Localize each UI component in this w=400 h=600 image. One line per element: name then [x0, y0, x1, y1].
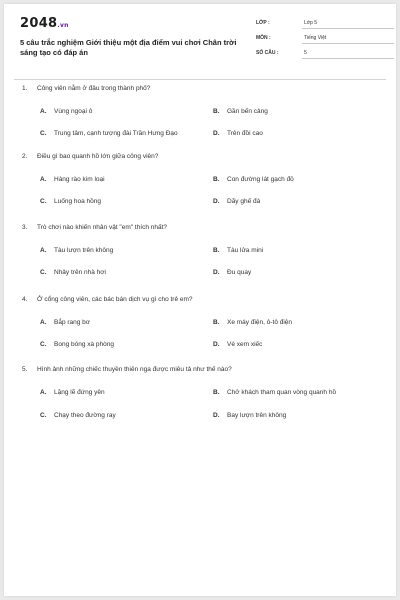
option-letter: B.: [213, 247, 220, 254]
option-c[interactable]: [40, 341, 114, 348]
meta-value: Tiếng Việt: [304, 35, 327, 41]
question-item: [22, 85, 382, 137]
option-text: Đu quay: [227, 269, 252, 276]
option-c[interactable]: [40, 130, 178, 137]
option-a[interactable]: [40, 247, 113, 254]
option-text: Bay lượn trên không: [227, 412, 287, 419]
meta-underline: [302, 28, 394, 29]
option-c[interactable]: [40, 412, 116, 419]
option-text: Hàng rào kim loại: [54, 176, 105, 183]
option-letter: A.: [40, 319, 47, 326]
option-letter: D.: [213, 130, 220, 137]
question-number: 1.: [22, 85, 28, 92]
question-stem: Trò chơi nào khiến nhân vật "em" thích nhất?: [37, 224, 168, 231]
meta-row-subject: [256, 31, 394, 44]
option-text: Chở khách tham quan vòng quanh hồ: [227, 389, 337, 396]
option-text: Trên đồi cao: [227, 130, 263, 137]
option-c[interactable]: [40, 198, 101, 205]
option-letter: C.: [40, 341, 47, 348]
option-letter: D.: [213, 412, 220, 419]
meta-label: LỚP :: [256, 20, 270, 26]
option-a[interactable]: [40, 108, 92, 115]
question-number: 4.: [22, 296, 28, 303]
option-text: Trung tâm, cạnh tượng đài Trần Hưng Đạo: [54, 130, 178, 137]
question-item: [22, 153, 382, 205]
option-text: Luống hoa hồng: [54, 198, 101, 205]
option-b[interactable]: [213, 176, 294, 183]
worksheet-page: [4, 4, 396, 596]
option-letter: D.: [213, 341, 220, 348]
logo-main: 2048: [20, 16, 58, 31]
option-text: Tàu lượn trên không: [54, 247, 114, 254]
option-b[interactable]: [213, 319, 292, 326]
option-c[interactable]: [40, 269, 106, 276]
meta-label: SỐ CÂU :: [256, 50, 279, 56]
meta-value: 5: [304, 50, 307, 56]
option-letter: A.: [40, 389, 47, 396]
header-divider: [14, 79, 386, 80]
option-text: Dãy ghế đá: [227, 198, 261, 205]
question-item: [22, 224, 382, 276]
meta-label: MÔN :: [256, 35, 271, 41]
meta-underline: [302, 43, 394, 44]
option-letter: C.: [40, 198, 47, 205]
question-stem: Điều gì bao quanh hồ lớn giữa công viên?: [37, 153, 159, 160]
option-a[interactable]: [40, 389, 105, 396]
option-d[interactable]: [213, 341, 262, 348]
option-letter: C.: [40, 130, 47, 137]
option-text: Vùng ngoại ô: [54, 108, 93, 115]
question-stem: Công viên nằm ở đâu trong thành phố?: [37, 85, 151, 92]
option-letter: B.: [213, 389, 220, 396]
option-letter: B.: [213, 319, 220, 326]
option-letter: B.: [213, 108, 220, 115]
question-number: 2.: [22, 153, 28, 160]
option-text: Vé xem xiếc: [227, 341, 263, 348]
question-text: [22, 85, 382, 95]
meta-value: Lớp 5: [304, 20, 318, 26]
option-d[interactable]: [213, 269, 251, 276]
option-letter: C.: [40, 269, 47, 276]
option-text: Gần bến cảng: [227, 108, 268, 115]
meta-row-count: [256, 46, 394, 59]
option-text: Nhảy trên nhà hơi: [54, 269, 106, 276]
option-d[interactable]: [213, 412, 286, 419]
option-b[interactable]: [213, 389, 336, 396]
option-a[interactable]: [40, 176, 105, 183]
question-text: [22, 153, 382, 163]
question-text: [22, 296, 382, 306]
option-letter: D.: [213, 198, 220, 205]
option-text: Bắp rang bơ: [54, 319, 91, 326]
meta-row-class: [256, 16, 394, 29]
option-letter: D.: [213, 269, 220, 276]
option-text: Bong bóng xà phòng: [54, 341, 114, 348]
worksheet-title: 5 câu trắc nghiệm Giới thiệu một địa điểm vui chơi Chân trời sáng tạo có đáp án: [20, 38, 237, 57]
option-letter: A.: [40, 108, 47, 115]
option-letter: A.: [40, 176, 47, 183]
question-text: [22, 224, 382, 234]
option-b[interactable]: [213, 247, 263, 254]
option-text: Lặng lẽ đứng yên: [54, 389, 105, 396]
question-text: [22, 366, 382, 376]
option-text: Tàu lửa mini: [227, 247, 264, 254]
option-letter: C.: [40, 412, 47, 419]
option-text: Chạy theo đường ray: [54, 412, 116, 419]
option-d[interactable]: [213, 198, 260, 205]
option-a[interactable]: [40, 319, 90, 326]
option-text: Xe máy điện, ô-tô điện: [227, 319, 293, 326]
worksheet-header: [20, 16, 380, 76]
question-number: 3.: [22, 224, 28, 231]
question-stem: Ở cổng công viên, các bác bán dịch vụ gì cho trẻ em?: [37, 296, 193, 303]
question-stem: Hình ảnh những chiếc thuyền thiên nga được miêu tả như thế nào?: [37, 366, 232, 373]
site-logo[interactable]: [20, 16, 69, 31]
meta-info: [256, 16, 394, 61]
option-letter: B.: [213, 176, 220, 183]
option-b[interactable]: [213, 108, 268, 115]
logo-tld: .vn: [57, 22, 69, 29]
option-d[interactable]: [213, 130, 263, 137]
meta-underline: [302, 58, 394, 59]
question-item: [22, 366, 382, 419]
option-text: Con đường lát gạch đỏ: [227, 176, 294, 183]
option-letter: A.: [40, 247, 47, 254]
question-item: [22, 296, 382, 348]
question-number: 5.: [22, 366, 28, 373]
